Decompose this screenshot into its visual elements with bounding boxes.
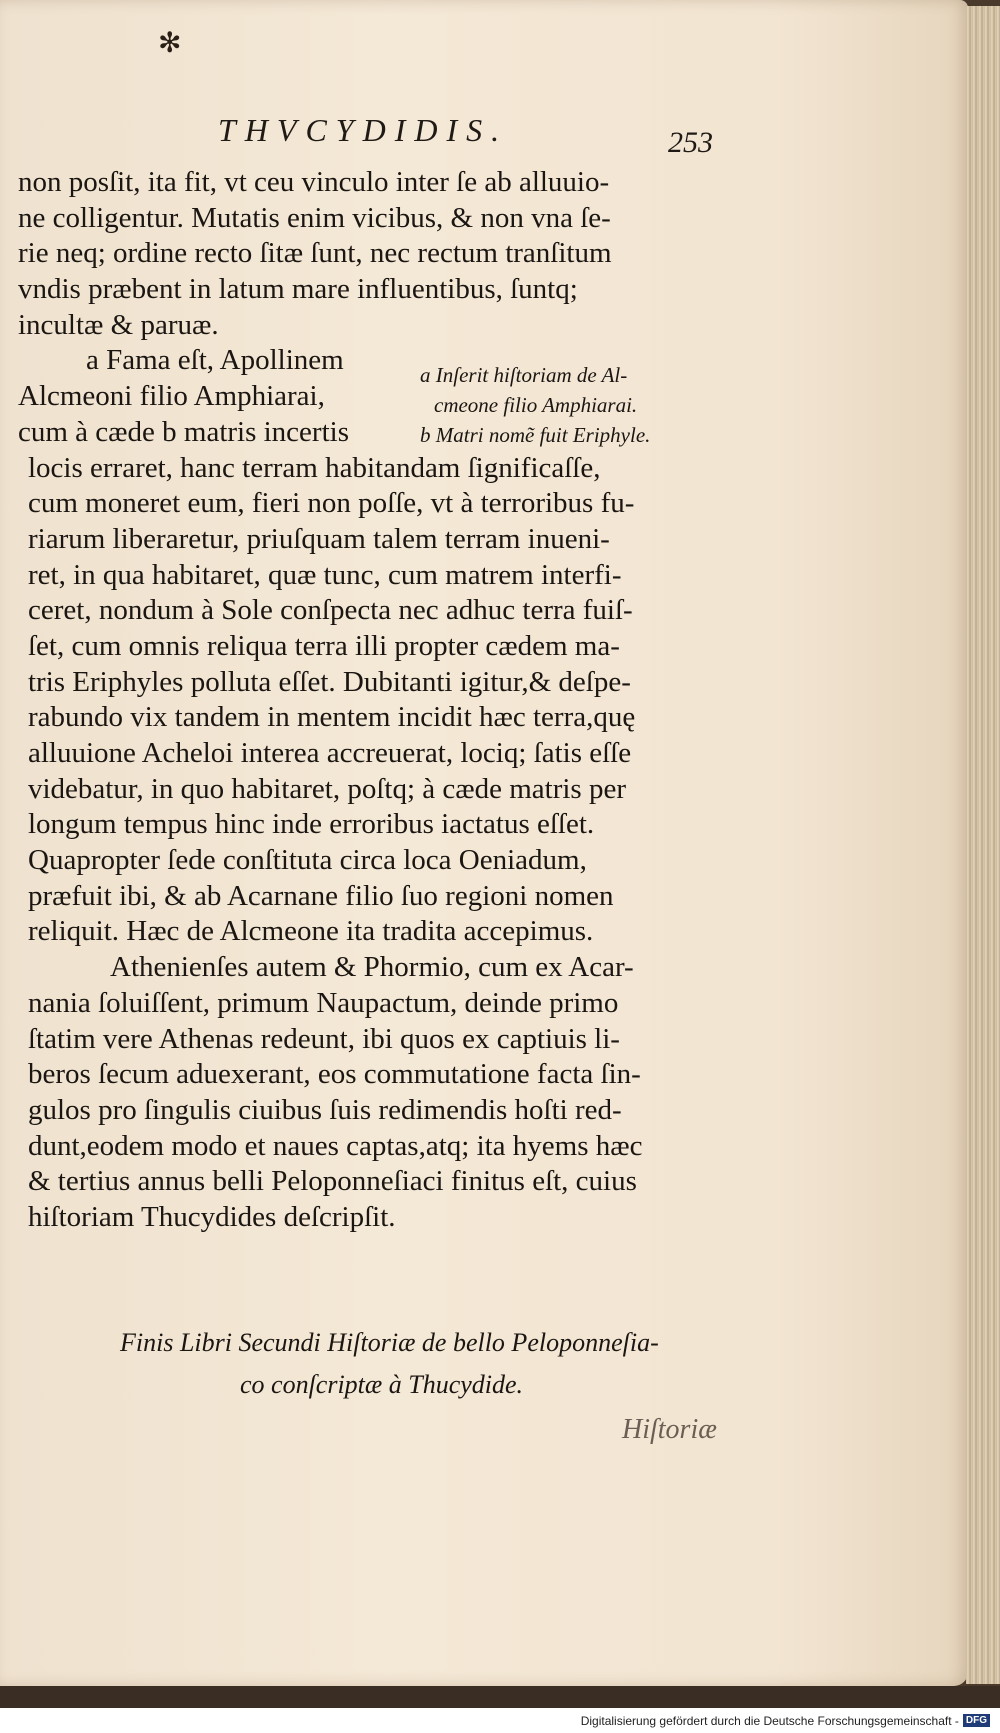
text-line: ſet, cum omnis reliqua terra illi propter cædem ma- — [28, 629, 620, 662]
page-edges — [966, 6, 1000, 1684]
text-line: longum tempus hinc inde erroribus iactatus eſſet. — [28, 808, 595, 841]
text-line: non posſit, ita fit, vt ceu vinculo inter ſe ab alluuio- — [18, 166, 610, 198]
margin-notes — [420, 360, 740, 450]
text-line: nania ſoluiſſent, primum Naupactum, deinde primo — [28, 986, 619, 1019]
scan-background — [0, 1686, 1000, 1708]
text-line: beros ſecum aduexerant, eos commutatione facta ſin- — [28, 1058, 641, 1091]
colophon — [120, 1322, 720, 1406]
text-line: reliquit. Hæc de Alcmeone ita tradita accepimus. — [28, 915, 594, 948]
colophon-line: co conſcriptæ à Thucydide. — [240, 1370, 524, 1399]
text-line: præfuit ibi, & ab Acarnane filio ſuo regioni nomen — [28, 879, 614, 912]
text-line: locis erraret, hanc terram habitandam ſignificaſſe, — [28, 451, 601, 484]
margin-note-line: a Inſerit hiſtoriam de Al- — [420, 363, 628, 387]
page-number: 253 — [668, 126, 713, 159]
dfg-logo: DFG — [963, 1714, 990, 1727]
running-head: THVCYDIDIS. — [218, 112, 509, 148]
text-line: videbatur, in quo habitaret, poſtq; à cæde matris per — [28, 772, 626, 805]
text-line: & tertius annus belli Peloponneſiaci finitus eſt, cuius — [28, 1165, 637, 1198]
text-line: ret, in qua habitaret, quæ tunc, cum matrem interfi- — [28, 558, 622, 591]
text-line: rie neq; ordine recto ſitæ ſunt, nec rectum tranſitum — [18, 237, 612, 270]
text-line: rabundo vix tandem in mentem incidit hæc terra,quę — [28, 701, 636, 734]
text-line: Quapropter ſede conſtituta circa loca Oeniadum, — [28, 844, 587, 877]
text-line: ſtatim vere Athenas redeunt, ibi quos ex captiuis li- — [28, 1022, 620, 1055]
text-line: vndis præbent in latum mare influentibus, ſuntq; — [18, 273, 578, 306]
colophon-line: Finis Libri Secundi Hiſtoriæ de bello Peloponneſia- — [120, 1328, 659, 1357]
margin-note-line: b Matri nomẽ fuit Eriphyle. — [420, 423, 651, 447]
funding-footer — [0, 1708, 1000, 1733]
text-line: dunt,eodem modo et naues captas,atq; ita hyems hæc — [28, 1129, 643, 1162]
text-line: alluuione Acheloi interea accreuerat, lociq; ſatis eſſe — [28, 737, 632, 769]
ornament-mark: ✻ — [158, 28, 182, 59]
text-line: riarum liberaretur, priuſquam talem terram inueni- — [28, 522, 610, 555]
main-text-block — [18, 165, 738, 1236]
text-line: incultæ & paruæ. — [18, 308, 219, 341]
text-line: ceret, nondum à Sole conſpecta nec adhuc terra fuiſ- — [28, 594, 633, 627]
text-line: Alcmeoni filio Amphiarai, — [18, 380, 325, 413]
text-line: ne colligentur. Mutatis enim vicibus, & non vna ſe- — [18, 201, 611, 234]
text-line: cum à cæde b matris incertis — [18, 415, 349, 448]
margin-note-line: cmeone filio Amphiarai. — [434, 393, 638, 417]
text-line: cum moneret eum, fieri non poſſe, vt à terroribus fu- — [28, 487, 635, 520]
text-line: tris Eriphyles polluta eſſet. Dubitanti igitur,& deſpe- — [28, 665, 631, 698]
catchword: Hiſtoriæ — [622, 1414, 717, 1445]
text-line: gulos pro ſingulis ciuibus ſuis redimendis hoſti red- — [28, 1093, 622, 1126]
text-line: a Fama eſt, Apollinem — [86, 344, 344, 377]
text-line: hiſtoriam Thucydides deſcripſit. — [28, 1200, 396, 1233]
text-line: Athenienſes autem & Phormio, cum ex Acar- — [110, 951, 634, 984]
footer-text: Digitalisierung gefördert durch die Deutsche Forschungsgemeinschaft - — [580, 1713, 959, 1728]
